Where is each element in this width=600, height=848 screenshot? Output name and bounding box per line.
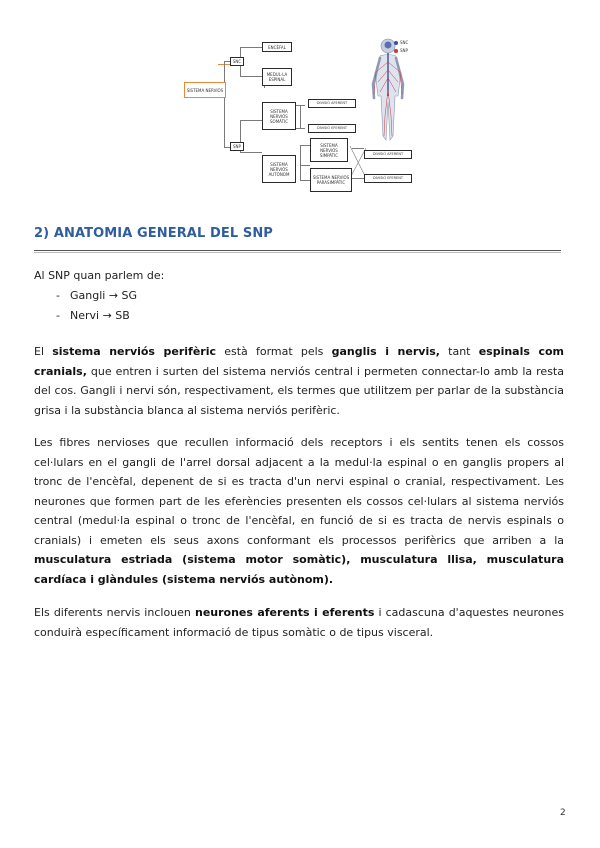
list-item — [56, 289, 137, 302]
legend-snc — [394, 40, 408, 45]
box-medulla: MEDUL·LA ESPINAL — [262, 68, 292, 86]
heading-rule — [34, 252, 561, 253]
text-run: El — [34, 345, 53, 358]
legend-dot — [394, 49, 398, 53]
connector-line — [295, 128, 305, 129]
legend-snp — [394, 48, 408, 53]
nervous-system-diagram — [180, 30, 430, 195]
box-encefal: ENCÈFAL — [262, 42, 292, 52]
box-snp: SNP — [230, 142, 244, 151]
bold-run: musculatura estriada (sistema motor somàtic), musculatura llisa, musculatura cardíaca i glàndules (sistema nerviós autònom). — [34, 553, 564, 586]
bold-run: neurones aferents i eferents — [194, 606, 375, 619]
connector-line — [300, 105, 301, 128]
text-run: Les fibres nervioses que recullen informació dels receptors i els sentits tenen els cossos cel·lulars en el gangli de l'arrel dorsal adjacent a la medul·la espinal o en ganglis propers al tronc de l'encèfal, depenent de si es tracta d'un nervi espinal o cranial, respectivament. Les neurones que formen part de les eferències presenten els cossos cel·lulars al sistema nerviós central (medul·la espinal o tronc de l'encèfal, en funció de si es tracta de nervis espinals o cranials) i emeten els seus axons conformant els processos perifèrics que arriben a la — [34, 436, 564, 547]
section-title: 2) ANATOMIA GENERAL DEL SNP — [34, 226, 273, 241]
box-somatic: SISTEMA NERVIÓS SOMÀTIC — [262, 102, 296, 130]
connector-line — [240, 76, 262, 77]
bold-run: ganglis i nervis, — [331, 345, 440, 358]
box-sistema-nervios: SISTEMA NERVIÓS — [184, 82, 226, 98]
bold-run: sistema nerviós perifèric — [52, 345, 217, 358]
paragraph-3 — [34, 603, 564, 642]
box-aferent-autonom: DIVISIÓ AFERENT — [364, 150, 412, 159]
connector-line — [240, 152, 262, 153]
list-item — [56, 309, 130, 322]
connector-line — [240, 120, 262, 121]
box-autonom: SISTEMA NERVIÓS AUTÒNOM — [262, 155, 296, 183]
box-eferent-autonom: DIVISIÓ EFERENT — [364, 174, 412, 183]
text-run: tant — [439, 345, 479, 358]
box-parasimpatic: SISTEMA NERVIÓS PARASIMPÀTIC — [310, 168, 352, 192]
connector-line — [300, 145, 301, 180]
connector-line — [300, 145, 310, 146]
box-simpatic: SISTEMA NERVIÓS SIMPÀTIC — [310, 138, 348, 162]
legend-dot — [394, 41, 398, 45]
list-item-text: Gangli → SG — [70, 289, 138, 302]
heading-rule — [34, 250, 561, 251]
connector-line — [300, 180, 310, 181]
bold-run: espinals com cranials, — [34, 345, 565, 378]
paragraph-2 — [34, 433, 564, 589]
list-dash: - — [56, 309, 60, 322]
page-number: 2 — [560, 808, 566, 818]
list-dash: - — [56, 289, 60, 302]
list-item-text: Nervi → SB — [70, 309, 130, 322]
connector-line — [224, 61, 225, 148]
text-run: Els diferents nervis inclouen — [34, 606, 195, 619]
intro-text: Al SNP quan parlem de: — [34, 269, 165, 282]
text-run: i cadascuna d'aquestes neurones conduirà específicament informació de tipus somàtic o de tipus visceral. — [34, 606, 564, 639]
box-aferent-somatic: DIVISIÓ AFERENT — [308, 99, 356, 108]
paragraph-1 — [34, 342, 564, 420]
text-run: està format pels — [216, 345, 332, 358]
connector-line — [300, 165, 310, 166]
box-snc: SNC — [230, 57, 244, 66]
text-run: que entren i surten del sistema nerviós central i permeten connectar-lo amb la resta del cos. Gangli i nervi són, respectivament, els termes que utilitzem per parlar de la substància grisa i la substància blanca al sistema nerviós perifèric. — [34, 364, 564, 417]
legend-label: SNP — [400, 48, 408, 53]
box-eferent-somatic: DIVISIÓ EFERENT — [308, 124, 356, 133]
connector-line — [240, 47, 262, 48]
legend-label: SNC — [400, 40, 409, 45]
